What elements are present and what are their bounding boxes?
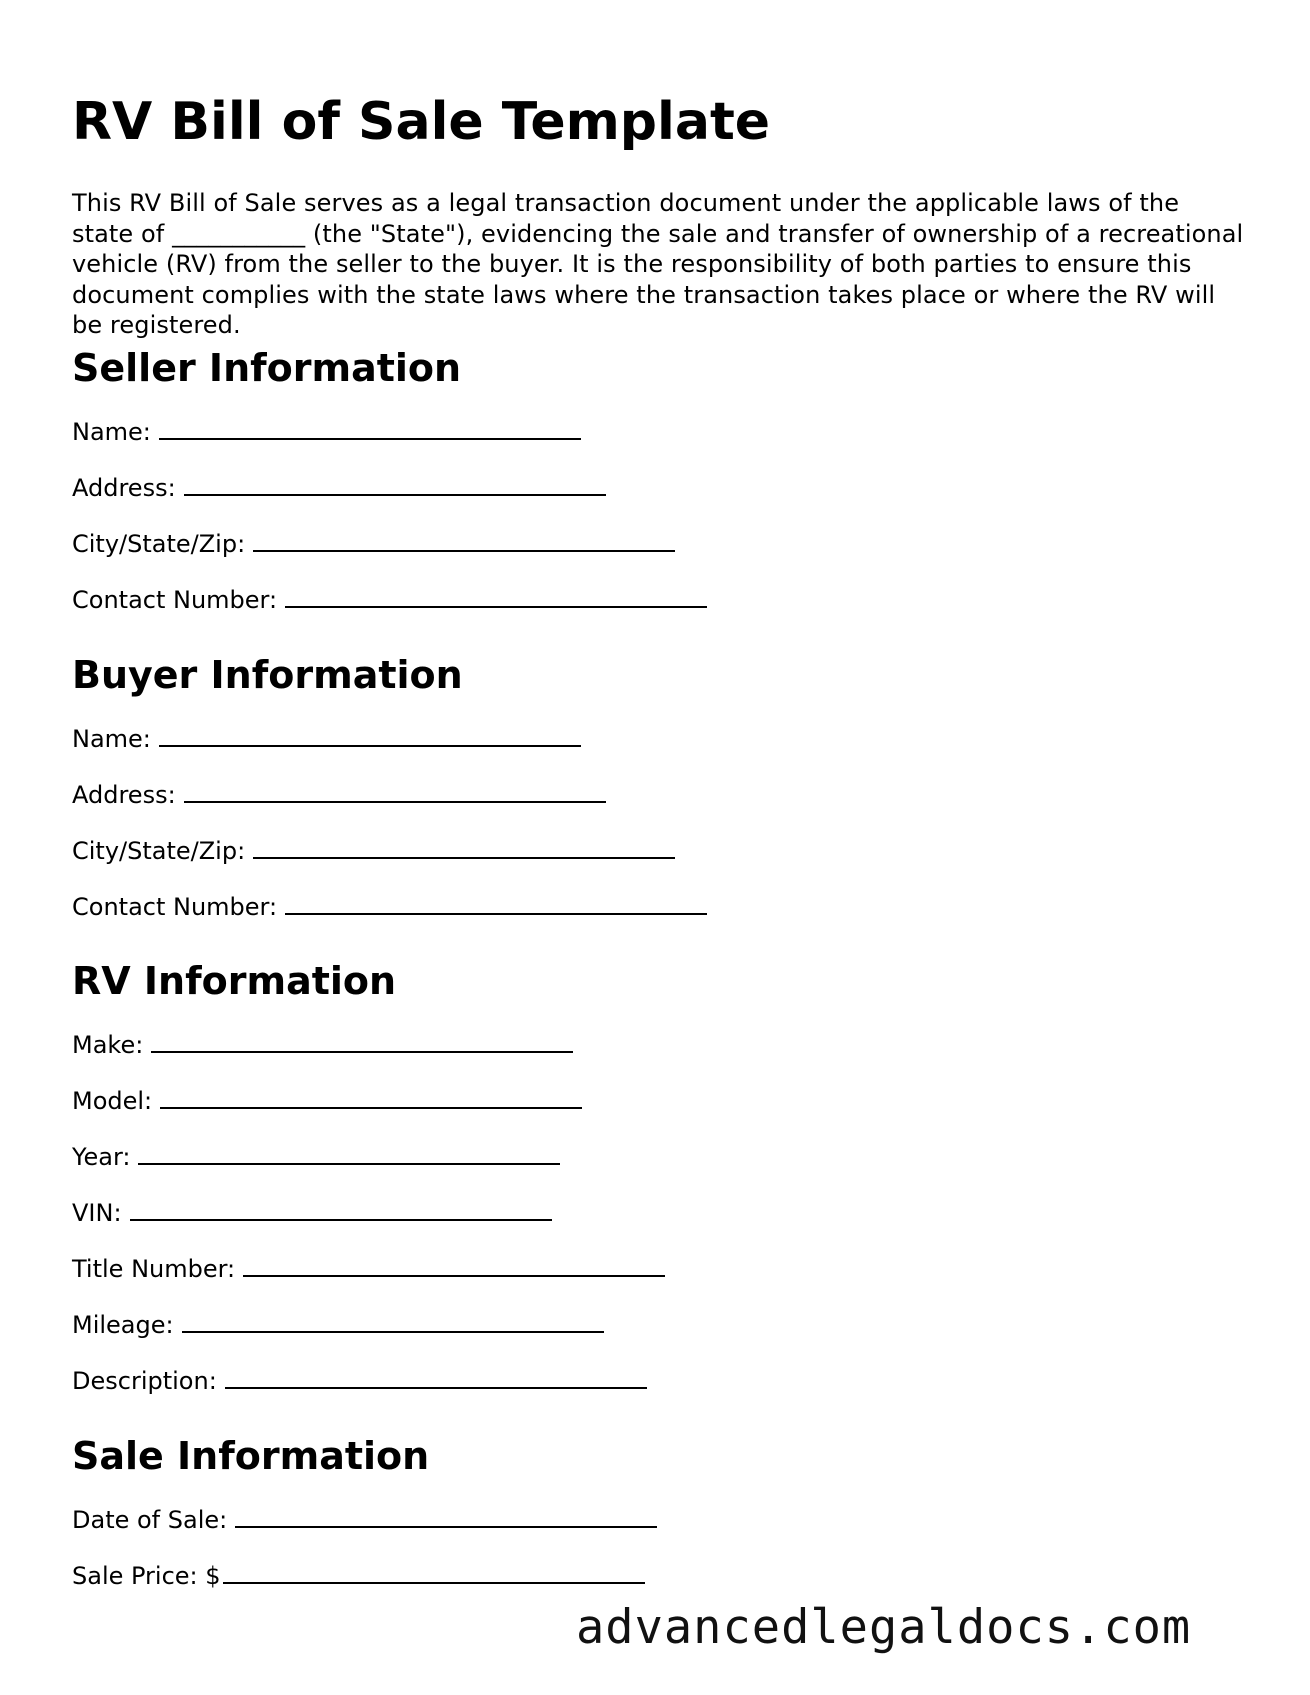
rv-title-number-label: Title Number: bbox=[72, 1255, 236, 1283]
rv-mileage-field bbox=[72, 1310, 604, 1340]
document-title: RV Bill of Sale Template bbox=[72, 92, 771, 152]
rv-vin-field bbox=[72, 1198, 552, 1228]
seller-name-blank[interactable] bbox=[159, 438, 581, 440]
sale-date-label: Date of Sale: bbox=[72, 1506, 228, 1534]
sale-date-blank[interactable] bbox=[235, 1526, 657, 1528]
rv-vin-blank[interactable] bbox=[130, 1219, 552, 1221]
seller-city-state-zip-blank[interactable] bbox=[253, 550, 675, 552]
seller-heading: Seller Information bbox=[72, 346, 462, 390]
sale-price-blank[interactable] bbox=[223, 1582, 645, 1584]
buyer-contact-number-label: Contact Number: bbox=[72, 893, 278, 921]
rv-year-field bbox=[72, 1142, 560, 1172]
buyer-heading: Buyer Information bbox=[72, 653, 463, 697]
rv-year-label: Year: bbox=[72, 1143, 131, 1171]
rv-mileage-label: Mileage: bbox=[72, 1311, 174, 1339]
rv-description-blank[interactable] bbox=[225, 1387, 647, 1389]
rv-description-label: Description: bbox=[72, 1367, 217, 1395]
rv-title-number-field bbox=[72, 1254, 665, 1284]
rv-description-field bbox=[72, 1366, 647, 1396]
rv-make-blank[interactable] bbox=[151, 1051, 573, 1053]
buyer-contact-number-blank[interactable] bbox=[285, 913, 707, 915]
seller-city-state-zip-label: City/State/Zip: bbox=[72, 530, 246, 558]
rv-title-number-blank[interactable] bbox=[243, 1275, 665, 1277]
buyer-contact-number-field bbox=[72, 892, 707, 922]
buyer-address-blank[interactable] bbox=[184, 801, 606, 803]
sale-price-label: Sale Price: $ bbox=[72, 1562, 221, 1590]
seller-contact-number-label: Contact Number: bbox=[72, 586, 278, 614]
buyer-name-label: Name: bbox=[72, 725, 151, 753]
seller-contact-number-blank[interactable] bbox=[285, 606, 707, 608]
rv-model-label: Model: bbox=[72, 1087, 153, 1115]
rv-make-field bbox=[72, 1030, 573, 1060]
seller-city-state-zip-field bbox=[72, 529, 675, 559]
buyer-city-state-zip-label: City/State/Zip: bbox=[72, 837, 246, 865]
seller-name-field bbox=[72, 417, 581, 447]
buyer-name-blank[interactable] bbox=[159, 745, 581, 747]
buyer-address-field bbox=[72, 780, 606, 810]
buyer-city-state-zip-field bbox=[72, 836, 675, 866]
rv-heading: RV Information bbox=[72, 959, 397, 1003]
rv-model-field bbox=[72, 1086, 582, 1116]
seller-name-label: Name: bbox=[72, 418, 151, 446]
rv-make-label: Make: bbox=[72, 1031, 144, 1059]
sale-price-field bbox=[72, 1561, 645, 1591]
intro-paragraph: This RV Bill of Sale serves as a legal transaction document under the applicable laws of the state of ___________ (the "State"), evidencing the sale and transfer of ownership of a recreational vehicle (RV) from the seller to the buyer. It is the responsibility of both parties to ensure this document complies with the state laws where the transaction takes place or where the RV will be registered. bbox=[72, 189, 1244, 339]
seller-contact-number-field bbox=[72, 585, 707, 615]
watermark: advancedlegaldocs.com bbox=[576, 1600, 1192, 1655]
seller-address-blank[interactable] bbox=[184, 494, 606, 496]
buyer-name-field bbox=[72, 724, 581, 754]
rv-vin-label: VIN: bbox=[72, 1199, 122, 1227]
rv-year-blank[interactable] bbox=[138, 1163, 560, 1165]
buyer-city-state-zip-blank[interactable] bbox=[253, 857, 675, 859]
sale-date-field bbox=[72, 1505, 657, 1535]
rv-model-blank[interactable] bbox=[160, 1107, 582, 1109]
seller-address-field bbox=[72, 473, 606, 503]
seller-address-label: Address: bbox=[72, 474, 176, 502]
sale-heading: Sale Information bbox=[72, 1434, 430, 1478]
buyer-address-label: Address: bbox=[72, 781, 176, 809]
rv-mileage-blank[interactable] bbox=[182, 1331, 604, 1333]
